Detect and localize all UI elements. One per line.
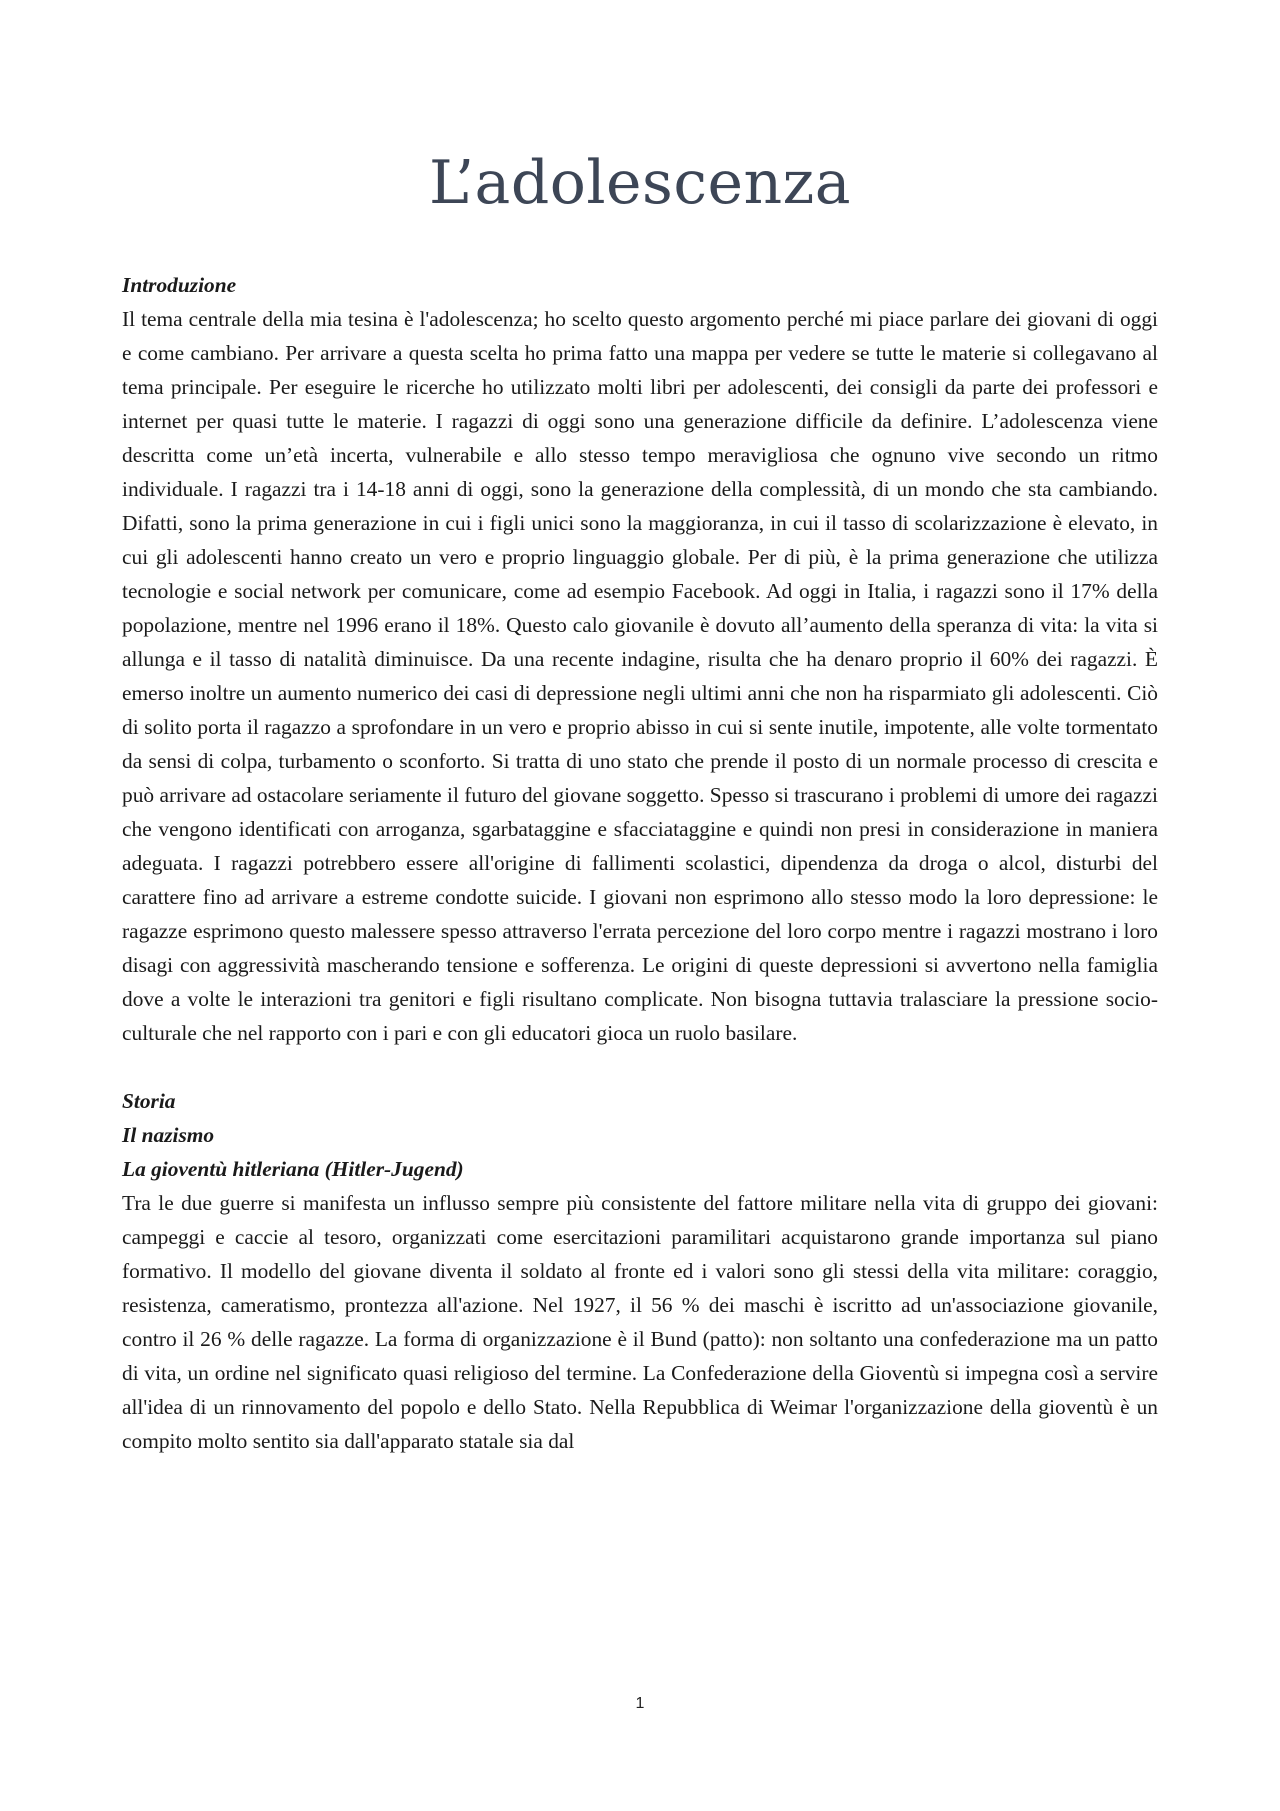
paragraph-introduzione: Il tema centrale della mia tesina è l'adolescenza; ho scelto questo argomento perché mi piace parlare dei giovani di oggi e come cambiano. Per arrivare a questa scelta ho prima fatto una mappa per vedere se tutte le materie si collegavano al tema principale. Per eseguire le ricerche ho utilizzato molti libri per adolescenti, dei consigli da parte dei professori e internet per quasi tutte le materie. I ragazzi di oggi sono una generazione difficile da definire. L’adolescenza viene descritta come un’età incerta, vulnerabile e allo stesso tempo meravigliosa che ognuno vive secondo un ritmo individuale. I ragazzi tra i 14-18 anni di oggi, sono la generazione della complessità, di un mondo che sta cambiando. Difatti, sono la prima generazione in cui i figli unici sono la maggioranza, in cui il tasso di scolarizzazione è elevato, in cui gli adolescenti hanno creato un vero e proprio linguaggio globale. Per di più, è la prima generazione che utilizza tecnologie e social network per comunicare, come ad esempio Facebook. Ad oggi in Italia, i ragazzi sono il 17% della popolazione, mentre nel 1996 erano il 18%. Questo calo giovanile è dovuto all’aumento della speranza di vita: la vita si allunga e il tasso di natalità diminuisce. Da una recente indagine, risulta che ha denaro proprio il 60% dei ragazzi. È emerso inoltre un aumento numerico dei casi di depressione negli ultimi anni che non ha risparmiato gli adolescenti. Ciò di solito porta il ragazzo a sprofondare in un vero e proprio abisso in cui si sente inutile, impotente, alle volte tormentato da sensi di colpa, turbamento o sconforto. Si tratta di uno stato che prende il posto di un normale processo di crescita e può arrivare ad ostacolare seriamente il futuro del giovane soggetto. Spesso si trascurano i problemi di umore dei ragazzi che vengono identificati con arroganza, sgarbataggine e sfacciataggine e quindi non presi in considerazione in maniera adeguata. I ragazzi potrebbero essere all'origine di fallimenti scolastici, dipendenza da droga o alcol, disturbi del carattere fino ad arrivare a estreme condotte suicide. I giovani non esprimono allo stesso modo la loro depressione: le ragazze esprimono questo malessere spesso attraverso l'errata percezione del loro corpo mentre i ragazzi mostrano i loro disagi con aggressività mascherando tensione e sofferenza. Le origini di queste depressioni si avvertono nella famiglia dove a volte le interazioni tra genitori e figli risultano complicate. Non bisogna tuttavia tralasciare la pressione socio-culturale che nel rapporto con i pari e con gli educatori gioca un ruolo basilare.	[122, 307, 1158, 1045]
document-title: L’adolescenza	[429, 148, 851, 218]
document-body	[122, 268, 1158, 1458]
page-number: 1	[635, 1695, 645, 1712]
paragraph-storia: Tra le due guerre si manifesta un influsso sempre più consistente del fattore militare nella vita di gruppo dei giovani: campeggi e caccie al tesoro, organizzati come esercitazioni paramilitari acquistarono grande importanza sul piano formativo. Il modello del giovane diventa il soldato al fronte ed i valori sono gli stessi della vita militare: coraggio, resistenza, cameratismo, prontezza all'azione. Nel 1927, il 56 % dei maschi è iscritto ad un'associazione giovanile, contro il 26 % delle ragazze. La forma di organizzazione è il Bund (patto): non soltanto una confederazione ma un patto di vita, un ordine nel significato quasi religioso del termine. La Confederazione della Gioventù si impegna così a servire all'idea di un rinnovamento del popolo e dello Stato. Nella Repubblica di Weimar l'organizzazione della gioventù è un compito molto sentito sia dall'apparato statale sia dal	[122, 1191, 1158, 1453]
section-heading-storia: Storia	[122, 1089, 176, 1113]
section-heading-introduzione: Introduzione	[122, 273, 237, 297]
section-spacer	[122, 1050, 1158, 1084]
subheading-hitler-jugend: La gioventù hitleriana (Hitler-Jugend)	[122, 1157, 464, 1181]
subheading-nazismo: Il nazismo	[122, 1123, 215, 1147]
